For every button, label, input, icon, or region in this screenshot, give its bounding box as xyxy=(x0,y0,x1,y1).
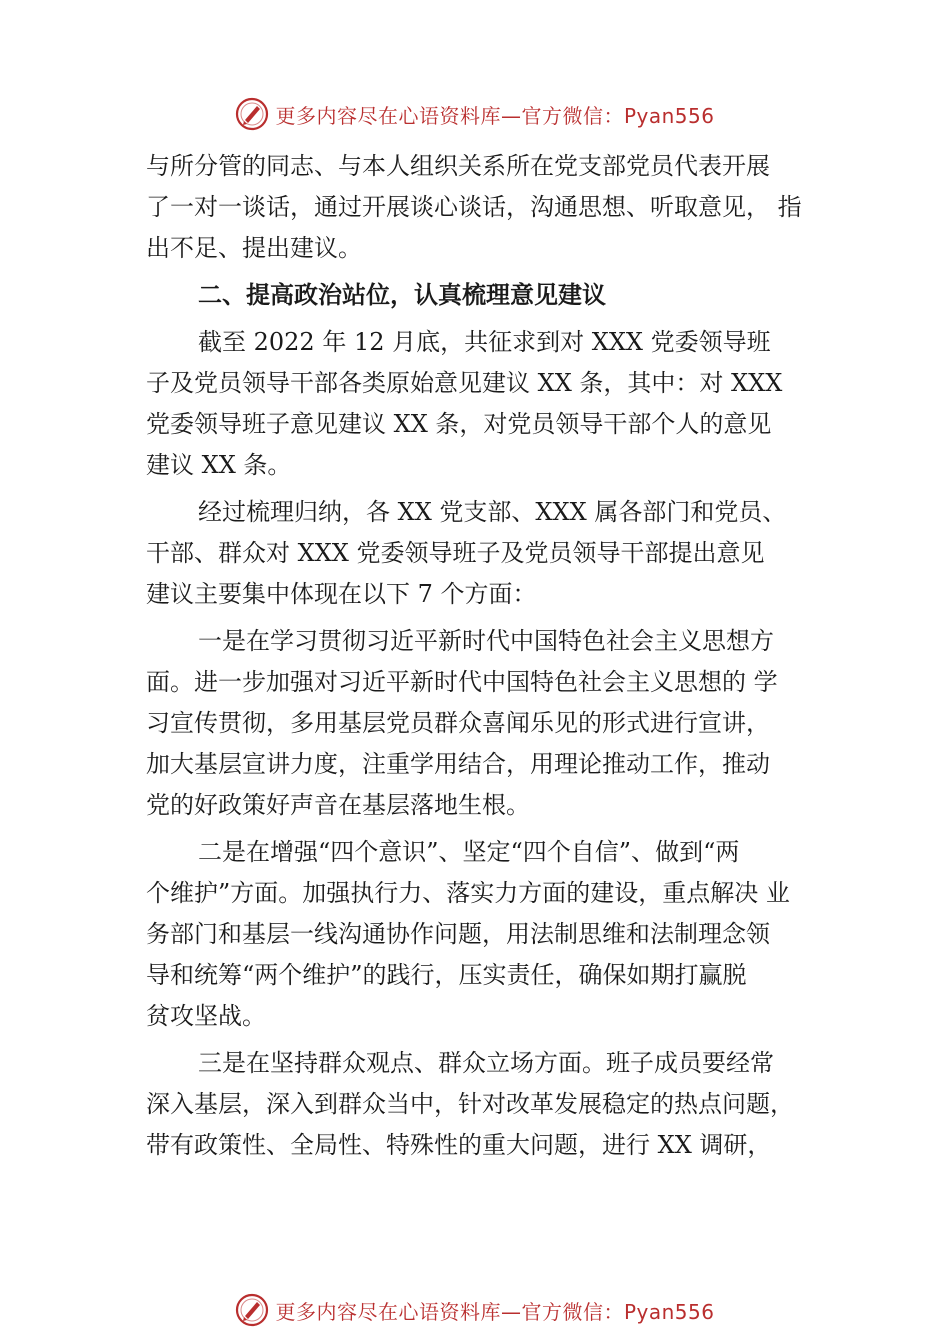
text-line: 建议 XX 条。 xyxy=(146,451,292,479)
text-line: 出不足、提出建议。 xyxy=(146,234,362,262)
section-heading: 二、提高政治站位，认真梳理意见建议 xyxy=(198,281,606,309)
header-banner xyxy=(0,94,950,134)
text-line: 党委领导班子意见建议 XX 条，对党员领导干部个人的意见 xyxy=(146,410,772,438)
text-line: 子及党员领导干部各类原始意见建议 XX 条，其中：对 XXX xyxy=(146,369,783,397)
text-line: 一是在学习贯彻习近平新时代中国特色社会主义思想方 xyxy=(198,627,774,655)
footer-banner xyxy=(0,1290,950,1330)
text-line: 党的好政策好声音在基层落地生根。 xyxy=(146,791,530,819)
text-line: 深入基层，深入到群众当中，针对改革发展稳定的热点问题， xyxy=(146,1090,794,1118)
footer-banner-text: 更多内容尽在心语资料库—官方微信：Pyan556 xyxy=(275,1299,715,1324)
paragraph-1 xyxy=(146,146,836,269)
text-line: 加大基层宣讲力度，注重学用结合，用理论推动工作，推动 xyxy=(146,750,770,778)
text-line: 面。进一步加强对习近平新时代中国特色社会主义思想的 学 xyxy=(146,668,778,696)
paragraph-4 xyxy=(146,621,836,826)
header-banner-text: 更多内容尽在心语资料库—官方微信：Pyan556 xyxy=(275,103,715,128)
document-body xyxy=(146,146,836,1166)
text-line: 截至 2022 年 12 月底，共征求到对 XXX 党委领导班 xyxy=(198,328,771,356)
text-line: 习宣传贯彻，多用基层党员群众喜闻乐见的形式进行宣讲， xyxy=(146,709,770,737)
text-line: 导和统筹“两个维护”的践行，压实责任，确保如期打赢脱 xyxy=(146,961,747,989)
text-line: 与所分管的同志、与本人组织关系所在党支部党员代表开展 xyxy=(146,152,770,180)
paragraph-2 xyxy=(146,322,836,486)
paragraph-3 xyxy=(146,492,836,615)
text-line: 干部、群众对 XXX 党委领导班子及党员领导干部提出意见 xyxy=(146,539,765,567)
text-line: 经过梳理归纳，各 XX 党支部、XXX 属各部门和党员、 xyxy=(198,498,787,526)
text-line: 了一对一谈话，通过开展谈心谈话，沟通思想、听取意见， 指 xyxy=(146,193,802,221)
text-line: 个维护”方面。加强执行力、落实力方面的建设，重点解决 业 xyxy=(146,879,790,907)
text-line: 二是在增强“四个意识”、坚定“四个自信”、做到“两 xyxy=(198,838,740,866)
paragraph-5 xyxy=(146,832,836,1037)
text-line: 贫攻坚战。 xyxy=(146,1002,266,1030)
text-line: 三是在坚持群众观点、群众立场方面。班子成员要经常 xyxy=(198,1049,774,1077)
text-line: 带有政策性、全局性、特殊性的重大问题，进行 XX 调研， xyxy=(146,1131,772,1159)
seal-logo-icon xyxy=(235,97,269,131)
paragraph-6 xyxy=(146,1043,836,1166)
text-line: 建议主要集中体现在以下 7 个方面： xyxy=(146,580,537,608)
seal-logo-icon xyxy=(235,1293,269,1327)
text-line: 务部门和基层一线沟通协作问题，用法制思维和法制理念领 xyxy=(146,920,770,948)
